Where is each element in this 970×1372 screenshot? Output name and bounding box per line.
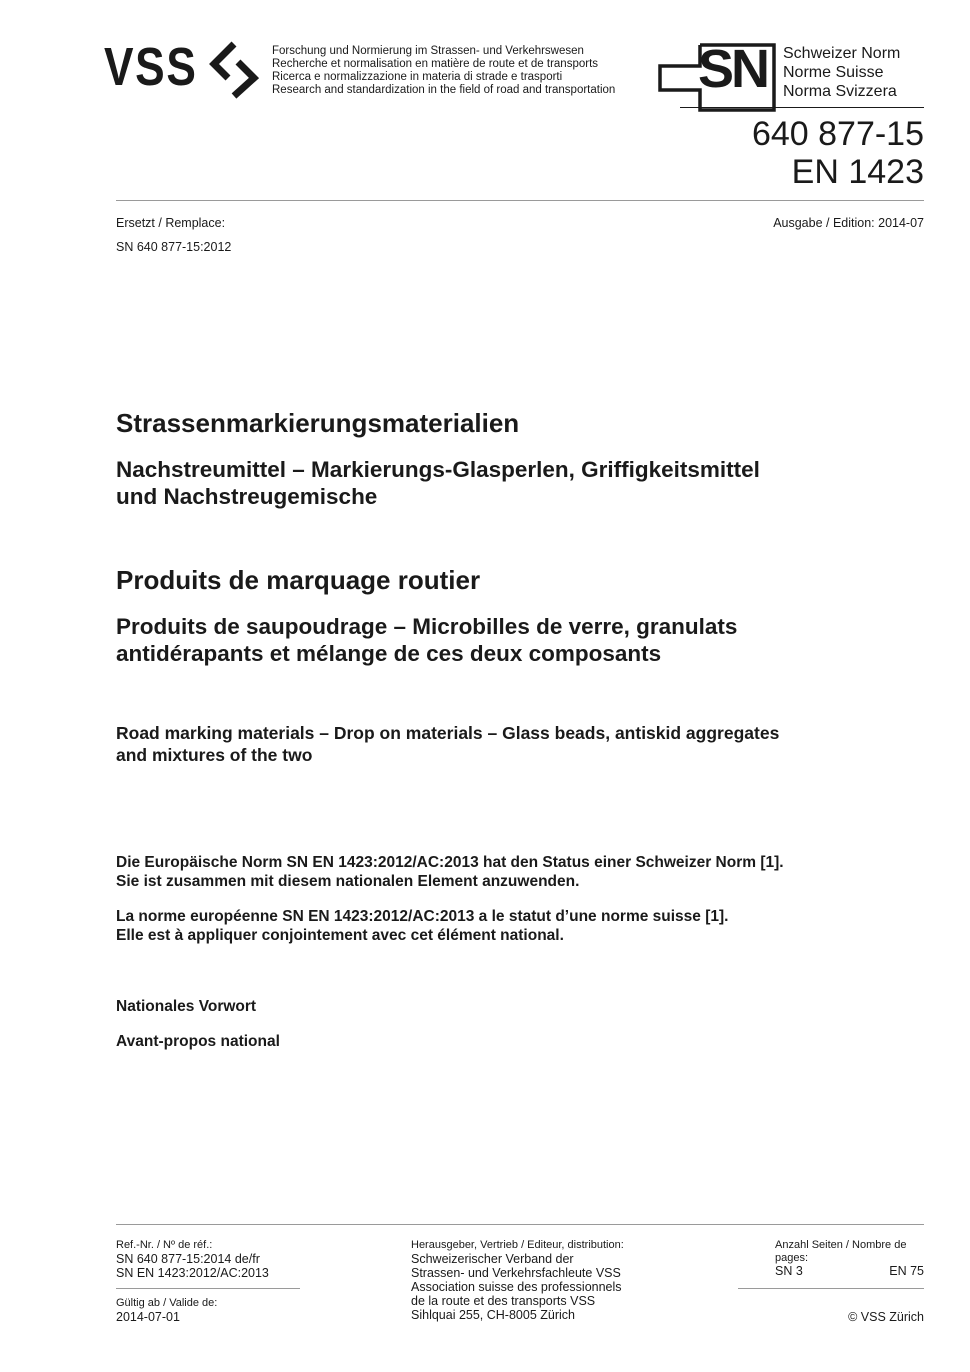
footer-ref-rule <box>116 1288 300 1289</box>
sn-logo-text: SN <box>698 39 768 99</box>
standard-number: 640 877-15 <box>751 115 924 153</box>
title-en: Road marking materials – Drop on materials – Glass beads, antiskid aggregates and mixtures of the two <box>116 723 780 765</box>
footer-ref: Ref.-Nr. / Nº de réf.: SN 640 877-15:2014 de/fr SN EN 1423:2012/AC:2013 <box>116 1239 269 1280</box>
status-de: Die Europäische Norm SN EN 1423:2012/AC:2013 hat den Status einer Schweizer Norm [1]. Sie ist zusammen mit diesem nationalen Element anzuwenden. <box>116 854 784 890</box>
foreword-fr: Avant-propos national <box>116 1033 280 1050</box>
vss-logo <box>104 37 264 100</box>
footer-publisher: Herausgeber, Vertrieb / Editeur, distribution: Schweizerischer Verband der Strassen- und Verkehrsfachleute VSS Association suisse des professionnels de la route et des transports VSS Sihlquai 255, CH-8005 Zürich <box>411 1239 624 1322</box>
sn-description: Schweizer Norm Norme Suisse Norma Svizzera <box>783 45 901 100</box>
footer-pages: Anzahl Seiten / Nombre de pages: SN 3 EN 75 <box>775 1239 924 1278</box>
footer-divider <box>116 1224 924 1225</box>
replaces-label: Ersetzt / Remplace: <box>116 216 226 230</box>
subtitle-fr: Produits de saupoudrage – Microbilles de verre, granulats antidérapants et mélange de ces deux composants <box>116 614 738 666</box>
header-rule-short <box>680 107 924 108</box>
title-de: Strassenmarkierungsmaterialien <box>116 408 520 438</box>
replaces-value: SN 640 877-15:2012 <box>116 240 232 254</box>
status-fr: La norme européenne SN EN 1423:2012/AC:2013 a le statut d’une norme suisse [1]. Elle est à appliquer conjointement avec cet élément national. <box>116 908 729 944</box>
vss-logo-text: VSS <box>104 37 198 97</box>
foreword-de: Nationales Vorwort <box>116 998 257 1015</box>
footer-valid: Gültig ab / Valide de: 2014-07-01 <box>116 1297 218 1324</box>
en-number: EN 1423 <box>791 153 924 191</box>
vss-arrows-icon <box>204 40 264 100</box>
vss-description: Forschung und Normierung im Strassen- und Verkehrswesen Recherche et normalisation en matière de route et de transports Ricerca e normalizzazione in materia di strade e trasporti Research and standardization in the field of road and transportation <box>272 45 616 96</box>
title-fr: Produits de marquage routier <box>116 565 481 595</box>
copyright: © VSS Zürich <box>848 1310 924 1324</box>
subtitle-de: Nachstreumittel – Markierungs-Glasperlen, Griffigkeitsmittel und Nachstreugemische <box>116 457 760 509</box>
edition: Ausgabe / Edition: 2014-07 <box>773 216 924 230</box>
pages-sn: SN 3 <box>775 1264 803 1278</box>
pages-en: EN 75 <box>889 1264 924 1278</box>
footer-pages-rule <box>738 1288 924 1289</box>
header-divider <box>116 200 924 201</box>
